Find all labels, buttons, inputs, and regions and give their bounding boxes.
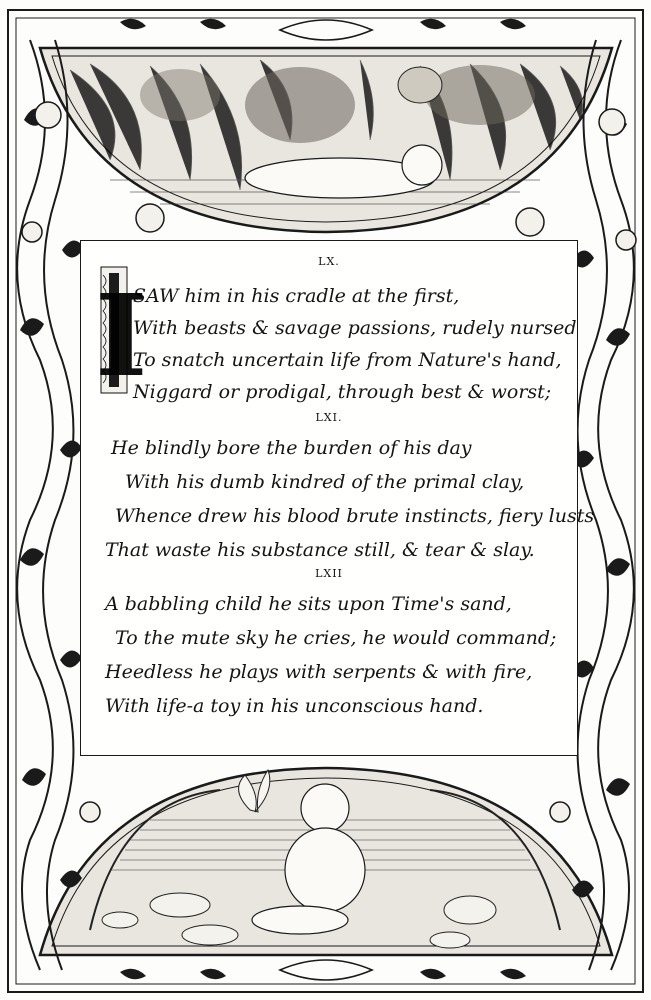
top-vignette-illustration — [40, 48, 612, 232]
left-vine-ornament — [17, 40, 73, 970]
poem-line: Niggard or prodigal, through best & worst; — [133, 381, 552, 403]
poem-line: With life-a toy in his unconscious hand. — [105, 695, 484, 717]
poem-line: That waste his substance still, & tear & slay. — [105, 539, 535, 561]
drop-cap-letter: I — [95, 271, 148, 402]
poem-line: Whence drew his blood brute instincts, fiery lusts — [115, 505, 595, 527]
poem-line: To snatch uncertain life from Nature's hand, — [133, 349, 562, 371]
poem-line: With his dumb kindred of the primal clay, — [125, 471, 525, 493]
stanza-number: LX. — [318, 255, 340, 268]
poem-line: Heedless he plays with serpents & with fire, — [105, 661, 533, 683]
poem-line: To the mute sky he cries, he would command; — [115, 627, 557, 649]
stanza-number: LXI. — [315, 411, 343, 424]
poem-line: A babbling child he sits upon Time's sand, — [105, 593, 512, 615]
poem-panel — [80, 240, 595, 756]
bottom-vignette-illustration — [40, 768, 612, 955]
stanza-number: LXII — [315, 567, 343, 580]
poem-line: He blindly bore the burden of his day — [111, 437, 472, 459]
poem-line: SAW him in his cradle at the first, — [133, 285, 460, 307]
poem-line: With beasts & savage passions, rudely nursed — [133, 317, 577, 339]
